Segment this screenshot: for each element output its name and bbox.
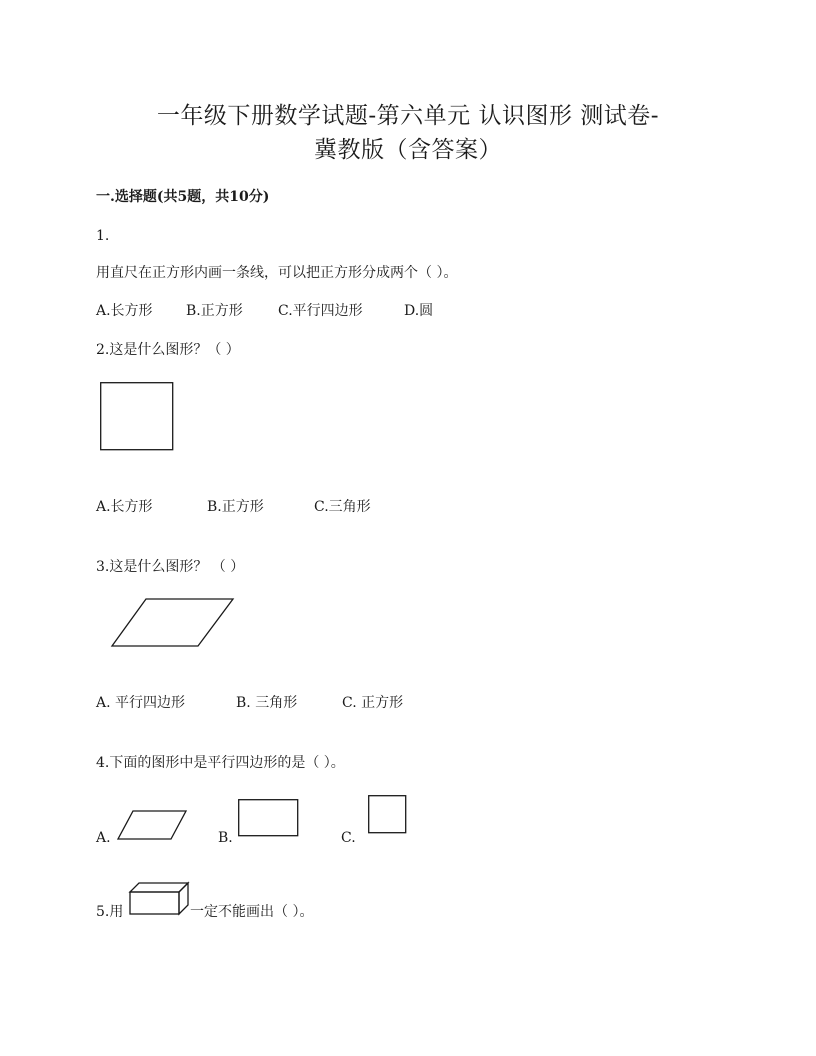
q2-option-c: C.三角形 (314, 499, 371, 515)
q3-parallelogram-figure (110, 597, 236, 649)
q4-text: 4.下面的图形中是平行四边形的是（ ）。 (96, 755, 345, 771)
q5-cuboid-figure (128, 881, 190, 917)
q3-option-b: B. 三角形 (236, 695, 298, 711)
q1-option-c: C.平行四边形 (278, 303, 363, 319)
q3-option-a: A. 平行四边形 (96, 695, 186, 711)
q1-text: 用直尺在正方形内画一条线，可以把正方形分成两个（ ）。 (96, 265, 458, 281)
q2-text: 2.这是什么图形？（ ） (96, 342, 240, 358)
q4-option-c-square (368, 795, 408, 835)
q4-option-b: B. (218, 830, 233, 846)
q5-text-before: 5.用 (96, 904, 124, 920)
q4-option-a-parallelogram (116, 810, 188, 842)
q5-text-after: 一定不能画出（ ）。 (190, 904, 314, 920)
page-title-line-1: 一年级下册数学试题-第六单元 认识图形 测试卷- (156, 103, 660, 129)
section-heading: 一.选择题(共5题，共10分) (96, 189, 270, 205)
q4-option-a: A. (96, 830, 111, 846)
q3-option-c: C. 正方形 (342, 695, 404, 711)
q2-option-b: B.正方形 (207, 499, 264, 515)
q2-option-a: A.长方形 (96, 499, 153, 515)
q1-number: 1. (96, 228, 110, 244)
page-title-line-2: 冀教版（含答案） (314, 137, 502, 163)
q3-text: 3.这是什么图形？ （ ） (96, 559, 245, 575)
q2-square-figure (100, 382, 174, 452)
q1-option-d: D.圆 (404, 303, 434, 319)
q4-option-b-rectangle (238, 799, 300, 838)
q1-option-a: A.长方形 (96, 303, 153, 319)
q4-option-c: C. (341, 830, 356, 846)
q1-option-b: B.正方形 (186, 303, 243, 319)
